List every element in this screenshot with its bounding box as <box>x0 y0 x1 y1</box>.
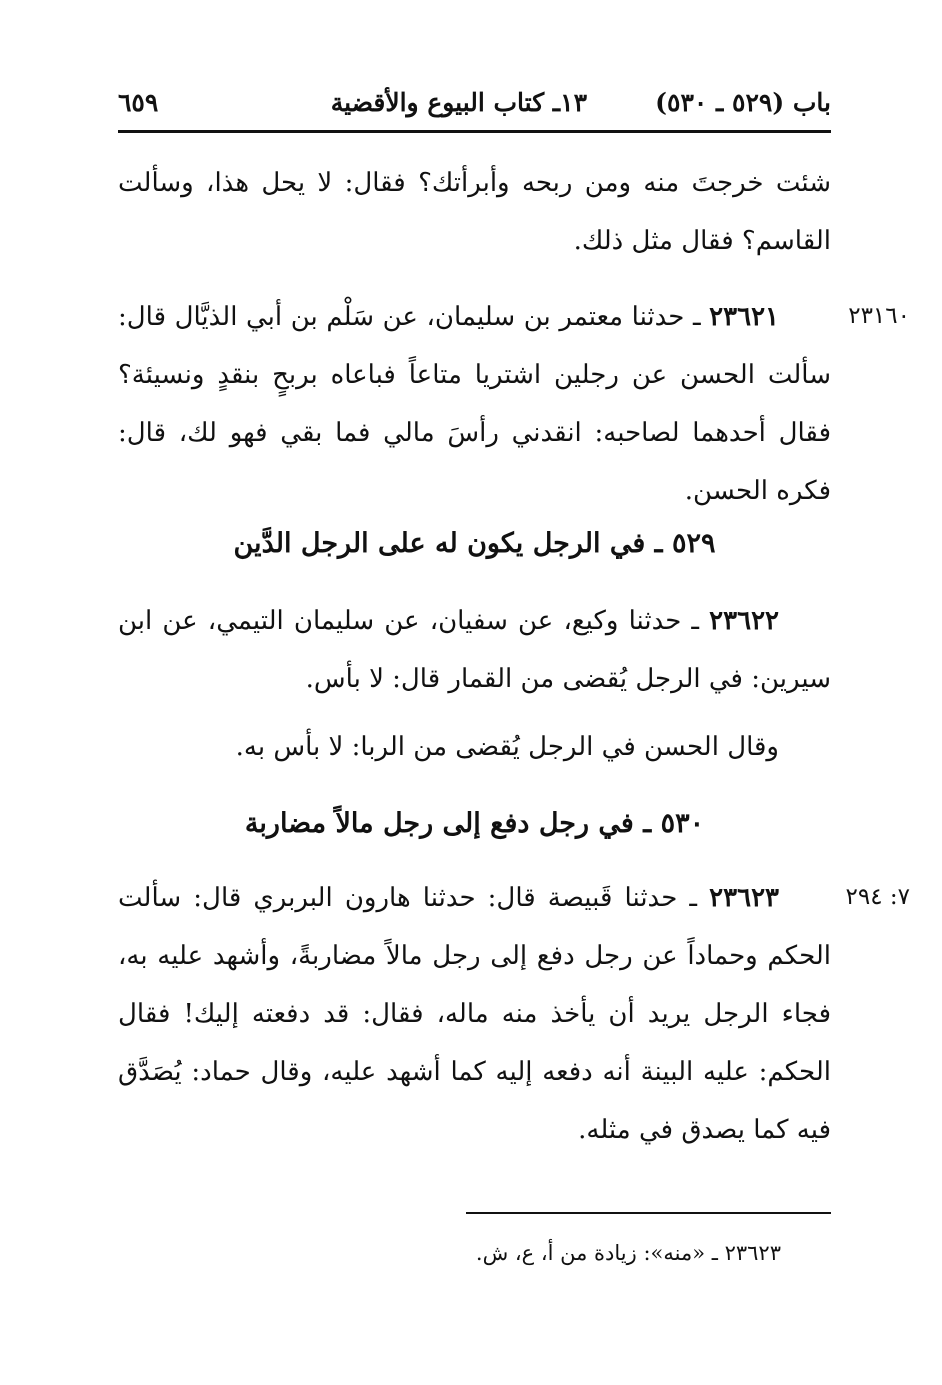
margin-reference: ٧: ٢٩٤ <box>845 884 910 910</box>
hadith-number: ٢٣٦٢٣ <box>709 883 779 913</box>
section-heading: ٥٢٩ ـ في الرجل يكون له على الرجل الدَّين <box>233 528 716 559</box>
book-title: ١٣ـ كتاب البيوع والأقضية <box>330 88 587 117</box>
paragraph-text: شئت خرجتَ منه ومن ربحه وأبرأتك؟ فقال: لا يحل هذا، وسألت القاسم؟ فقال مثل ذلك. <box>118 168 831 256</box>
hadith-paragraph <box>118 869 831 1159</box>
hadith-number: ٢٣٦٢٢ <box>709 606 779 636</box>
statement-paragraph <box>118 718 831 776</box>
paragraph-text: ـ حدثنا قَبيصة قال: حدثنا هارون البربري قال: سألت الحكم وحماداً عن رجل دفع إلى رجل مالاً مضاربةً، وأشهد عليه به، فجاء الرجل يريد أن يأخذ منه ماله، فقال: قد دفعته إليك! فقال الحكم: عليه البينة أنه دفعه إليه كما أشهد عليه، وقال حماد: يُصَدَّق فيه كما يصدق في مثله. <box>118 883 831 1145</box>
header-divider <box>118 130 831 133</box>
hadith-paragraph <box>118 288 831 520</box>
paragraph-text: ـ حدثنا وكيع، عن سفيان، عن سليمان التيمي، عن ابن سيرين: في الرجل يُقضى من القمار قال: لا بأس. <box>118 606 831 694</box>
chapter-ref: باب (٥٢٩ ـ ٥٣٠) <box>655 88 831 117</box>
section-heading: ٥٣٠ ـ في رجل دفع إلى رجل مالاً مضاربة <box>244 808 705 839</box>
continuation-paragraph <box>118 154 831 270</box>
margin-reference: ٢٣١٦٠ <box>848 303 910 329</box>
page-number: ٦٥٩ <box>118 88 159 117</box>
hadith-paragraph <box>118 592 831 708</box>
page-header <box>118 88 831 128</box>
footnote: ٢٣٦٢٣ ـ «منه»: زيادة من أ، ع، ش. <box>475 1241 781 1265</box>
footnote-divider <box>466 1212 831 1214</box>
paragraph-text: وقال الحسن في الرجل يُقضى من الربا: لا بأس به. <box>235 732 779 762</box>
paragraph-text: ـ حدثنا معتمر بن سليمان، عن سَلْم بن أبي الذيَّال قال: سألت الحسن عن رجلين اشتريا متاعاً فباعاه بربحٍ بنقدٍ ونسيئة؟ فقال أحدهما لصاحبه: انقدني رأسَ مالي فما بقي فهو لك، قال: فكره الحسن. <box>118 302 831 506</box>
hadith-number: ٢٣٦٢١ <box>709 302 779 332</box>
